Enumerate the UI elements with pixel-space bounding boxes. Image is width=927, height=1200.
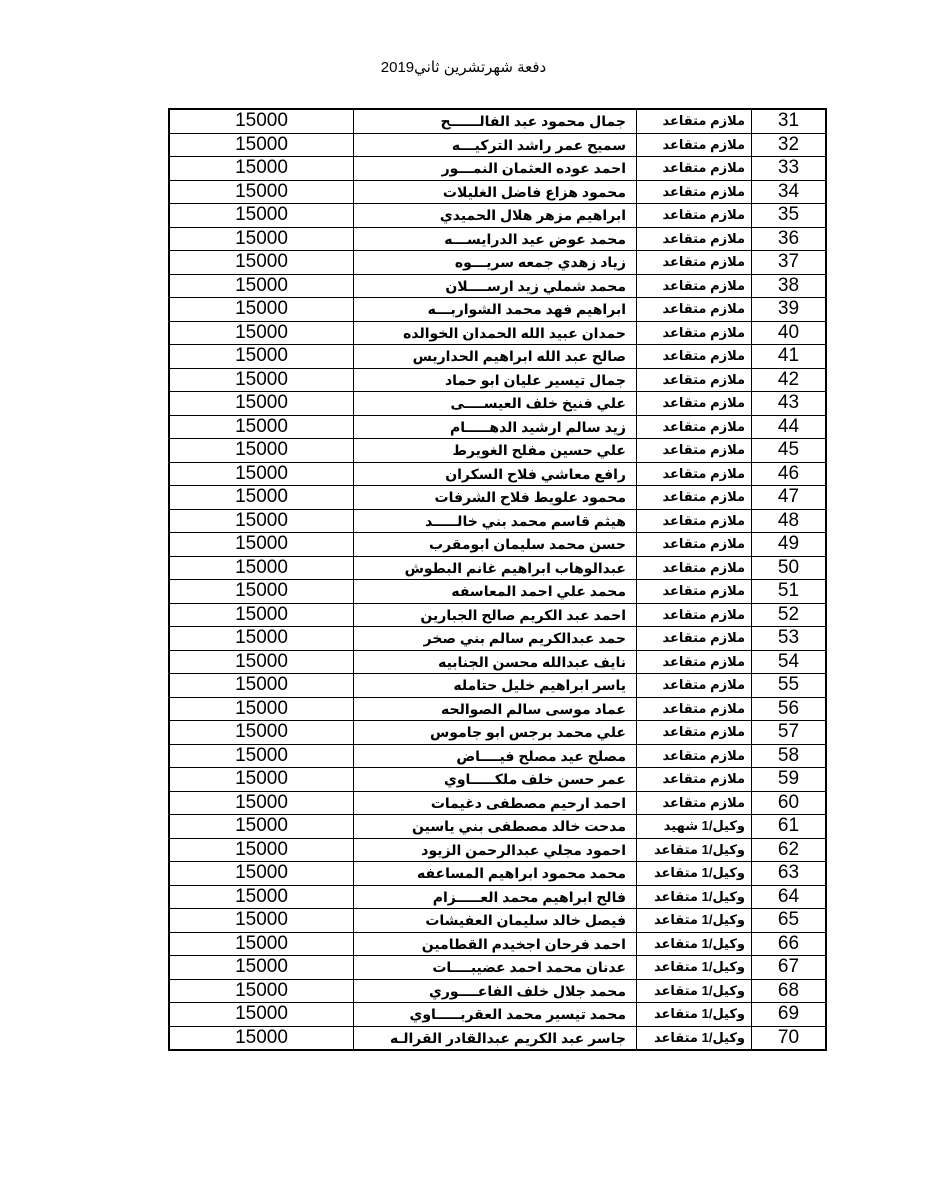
name-cell: جمال محمود عبد الفالــــــح (354, 109, 637, 133)
name-cell: ابراهيم مزهر هلال الحميدي (354, 204, 637, 228)
table-row (169, 274, 826, 298)
row-number-cell: 40 (752, 321, 827, 345)
name-cell: عبدالوهاب ابراهيم غانم البطوش (354, 556, 637, 580)
table-row (169, 744, 826, 768)
rank-cell: ملازم متقاعد (637, 298, 752, 322)
rank-cell: ملازم متقاعد (637, 650, 752, 674)
amount-cell: 15000 (169, 932, 354, 956)
name-cell: جمال تيسير عليان ابو حماد (354, 368, 637, 392)
name-cell: محمد عوض عيد الدرايســـه (354, 227, 637, 251)
rank-cell: وكيل/1 متقاعد (637, 956, 752, 980)
rank-cell: ملازم متقاعد (637, 204, 752, 228)
name-cell: احمد فرحان اجخيدم القطامين (354, 932, 637, 956)
amount-cell: 15000 (169, 462, 354, 486)
row-number-cell: 33 (752, 157, 827, 181)
row-number-cell: 50 (752, 556, 827, 580)
rank-cell: ملازم متقاعد (637, 180, 752, 204)
table-row (169, 509, 826, 533)
table-row (169, 533, 826, 557)
name-cell: صالح عبد الله ابراهيم الحداريس (354, 345, 637, 369)
name-cell: عماد موسى سالم الصوالحه (354, 697, 637, 721)
rank-cell: وكيل/1 شهيد (637, 815, 752, 839)
table-row (169, 392, 826, 416)
table-row (169, 204, 826, 228)
table-row (169, 345, 826, 369)
name-cell: هيثم قاسم محمد بني خالـــــد (354, 509, 637, 533)
rank-cell: ملازم متقاعد (637, 791, 752, 815)
row-number-cell: 48 (752, 509, 827, 533)
rank-cell: ملازم متقاعد (637, 603, 752, 627)
amount-cell: 15000 (169, 791, 354, 815)
table-row (169, 674, 826, 698)
table-row (169, 768, 826, 792)
name-cell: محمد شملي زيد ارســــلان (354, 274, 637, 298)
amount-cell: 15000 (169, 838, 354, 862)
name-cell: حمد عبدالكريم سالم بني صخر (354, 627, 637, 651)
payment-roster-table (168, 108, 827, 1051)
row-number-cell: 61 (752, 815, 827, 839)
row-number-cell: 59 (752, 768, 827, 792)
row-number-cell: 67 (752, 956, 827, 980)
row-number-cell: 64 (752, 885, 827, 909)
amount-cell: 15000 (169, 204, 354, 228)
amount-cell: 15000 (169, 674, 354, 698)
name-cell: زياد زهدي جمعه سريـــوه (354, 251, 637, 275)
amount-cell: 15000 (169, 1026, 354, 1050)
rank-cell: ملازم متقاعد (637, 415, 752, 439)
table-row (169, 932, 826, 956)
amount-cell: 15000 (169, 862, 354, 886)
name-cell: احمد ارحيم مصطفى دغيمات (354, 791, 637, 815)
table-row (169, 462, 826, 486)
row-number-cell: 44 (752, 415, 827, 439)
row-number-cell: 57 (752, 721, 827, 745)
amount-cell: 15000 (169, 486, 354, 510)
amount-cell: 15000 (169, 721, 354, 745)
row-number-cell: 37 (752, 251, 827, 275)
rank-cell: وكيل/1 متقاعد (637, 979, 752, 1003)
table-row (169, 721, 826, 745)
amount-cell: 15000 (169, 415, 354, 439)
name-cell: حمدان عبيد الله الحمدان الخوالده (354, 321, 637, 345)
name-cell: محمد علي احمد المعاسفه (354, 580, 637, 604)
table-row (169, 580, 826, 604)
amount-cell: 15000 (169, 368, 354, 392)
name-cell: احمد عبد الكريم صالح الجبارين (354, 603, 637, 627)
amount-cell: 15000 (169, 274, 354, 298)
rank-cell: ملازم متقاعد (637, 109, 752, 133)
rank-cell: ملازم متقاعد (637, 744, 752, 768)
table-row (169, 885, 826, 909)
name-cell: محمد جلال خلف الفاعــــوري (354, 979, 637, 1003)
row-number-cell: 47 (752, 486, 827, 510)
rank-cell: ملازم متقاعد (637, 227, 752, 251)
row-number-cell: 35 (752, 204, 827, 228)
row-number-cell: 54 (752, 650, 827, 674)
name-cell: احمود مجلي عبدالرحمن الزيود (354, 838, 637, 862)
amount-cell: 15000 (169, 979, 354, 1003)
row-number-cell: 66 (752, 932, 827, 956)
row-number-cell: 53 (752, 627, 827, 651)
name-cell: محمد محمود ابراهيم المساعفه (354, 862, 637, 886)
row-number-cell: 56 (752, 697, 827, 721)
rank-cell: وكيل/1 متقاعد (637, 885, 752, 909)
name-cell: حسن محمد سليمان ابومقرب (354, 533, 637, 557)
row-number-cell: 60 (752, 791, 827, 815)
name-cell: محمد تيسير محمد العقربـــــاوي (354, 1003, 637, 1027)
table-row (169, 251, 826, 275)
row-number-cell: 52 (752, 603, 827, 627)
table-row (169, 697, 826, 721)
table-row (169, 486, 826, 510)
amount-cell: 15000 (169, 697, 354, 721)
row-number-cell: 39 (752, 298, 827, 322)
name-cell: نايف عبدالله محسن الجنابيه (354, 650, 637, 674)
amount-cell: 15000 (169, 298, 354, 322)
amount-cell: 15000 (169, 157, 354, 181)
rank-cell: ملازم متقاعد (637, 439, 752, 463)
table-row (169, 650, 826, 674)
row-number-cell: 45 (752, 439, 827, 463)
table-row (169, 321, 826, 345)
row-number-cell: 38 (752, 274, 827, 298)
table-row (169, 180, 826, 204)
row-number-cell: 55 (752, 674, 827, 698)
table-row (169, 556, 826, 580)
rank-cell: ملازم متقاعد (637, 251, 752, 275)
row-number-cell: 49 (752, 533, 827, 557)
amount-cell: 15000 (169, 580, 354, 604)
rank-cell: ملازم متقاعد (637, 697, 752, 721)
row-number-cell: 36 (752, 227, 827, 251)
rank-cell: ملازم متقاعد (637, 462, 752, 486)
rank-cell: ملازم متقاعد (637, 321, 752, 345)
name-cell: مصلح عيد مصلح فيــــاض (354, 744, 637, 768)
row-number-cell: 46 (752, 462, 827, 486)
amount-cell: 15000 (169, 227, 354, 251)
roster-body (169, 109, 826, 1050)
name-cell: علي فنيخ خلف العيســــى (354, 392, 637, 416)
name-cell: فيصل خالد سليمان العفيشات (354, 909, 637, 933)
amount-cell: 15000 (169, 627, 354, 651)
row-number-cell: 62 (752, 838, 827, 862)
rank-cell: وكيل/1 متقاعد (637, 862, 752, 886)
rank-cell: وكيل/1 متقاعد (637, 1026, 752, 1050)
amount-cell: 15000 (169, 768, 354, 792)
row-number-cell: 69 (752, 1003, 827, 1027)
name-cell: ابراهيم فهد محمد الشواربـــه (354, 298, 637, 322)
rank-cell: ملازم متقاعد (637, 509, 752, 533)
table-row (169, 109, 826, 133)
table-row (169, 956, 826, 980)
row-number-cell: 63 (752, 862, 827, 886)
amount-cell: 15000 (169, 345, 354, 369)
rank-cell: ملازم متقاعد (637, 721, 752, 745)
amount-cell: 15000 (169, 439, 354, 463)
table-row (169, 227, 826, 251)
row-number-cell: 31 (752, 109, 827, 133)
amount-cell: 15000 (169, 109, 354, 133)
rank-cell: ملازم متقاعد (637, 768, 752, 792)
rank-cell: ملازم متقاعد (637, 580, 752, 604)
name-cell: مدحت خالد مصطفى بني ياسين (354, 815, 637, 839)
name-cell: محمود هزاع فاضل الغليلات (354, 180, 637, 204)
name-cell: جاسر عبد الكريم عبدالقادر القرالـه (354, 1026, 637, 1050)
table-row (169, 862, 826, 886)
rank-cell: وكيل/1 متقاعد (637, 932, 752, 956)
table-row (169, 627, 826, 651)
amount-cell: 15000 (169, 133, 354, 157)
name-cell: عمر حسن خلف ملكـــــاوي (354, 768, 637, 792)
table-row (169, 815, 826, 839)
amount-cell: 15000 (169, 744, 354, 768)
row-number-cell: 41 (752, 345, 827, 369)
table-row (169, 1026, 826, 1050)
rank-cell: ملازم متقاعد (637, 157, 752, 181)
amount-cell: 15000 (169, 392, 354, 416)
amount-cell: 15000 (169, 603, 354, 627)
row-number-cell: 32 (752, 133, 827, 157)
row-number-cell: 65 (752, 909, 827, 933)
amount-cell: 15000 (169, 909, 354, 933)
rank-cell: ملازم متقاعد (637, 392, 752, 416)
rank-cell: ملازم متقاعد (637, 345, 752, 369)
row-number-cell: 43 (752, 392, 827, 416)
table-row (169, 157, 826, 181)
name-cell: سميح عمر راشد التركيـــه (354, 133, 637, 157)
name-cell: رافع معاشي فلاح السكران (354, 462, 637, 486)
name-cell: زيد سالم ارشيد الدهـــــام (354, 415, 637, 439)
rank-cell: وكيل/1 متقاعد (637, 838, 752, 862)
table-row (169, 1003, 826, 1027)
rank-cell: ملازم متقاعد (637, 274, 752, 298)
name-cell: ياسر ابراهيم خليل حتامله (354, 674, 637, 698)
row-number-cell: 68 (752, 979, 827, 1003)
rank-cell: وكيل/1 متقاعد (637, 909, 752, 933)
rank-cell: ملازم متقاعد (637, 486, 752, 510)
name-cell: محمود علويط فلاح الشرفات (354, 486, 637, 510)
rank-cell: وكيل/1 متقاعد (637, 1003, 752, 1027)
row-number-cell: 34 (752, 180, 827, 204)
table-row (169, 603, 826, 627)
table-row (169, 368, 826, 392)
row-number-cell: 70 (752, 1026, 827, 1050)
rank-cell: ملازم متقاعد (637, 533, 752, 557)
amount-cell: 15000 (169, 815, 354, 839)
row-number-cell: 51 (752, 580, 827, 604)
row-number-cell: 58 (752, 744, 827, 768)
name-cell: عدنان محمد احمد عضيبــــات (354, 956, 637, 980)
rank-cell: ملازم متقاعد (637, 368, 752, 392)
table-row (169, 838, 826, 862)
rank-cell: ملازم متقاعد (637, 627, 752, 651)
table-row (169, 791, 826, 815)
table-row (169, 133, 826, 157)
amount-cell: 15000 (169, 956, 354, 980)
table-row (169, 909, 826, 933)
amount-cell: 15000 (169, 180, 354, 204)
name-cell: علي حسين مفلح الغويرط (354, 439, 637, 463)
table-row (169, 415, 826, 439)
amount-cell: 15000 (169, 885, 354, 909)
table-row (169, 979, 826, 1003)
amount-cell: 15000 (169, 650, 354, 674)
row-number-cell: 42 (752, 368, 827, 392)
table-row (169, 439, 826, 463)
table-row (169, 298, 826, 322)
rank-cell: ملازم متقاعد (637, 556, 752, 580)
name-cell: احمد عوده العثمان النمـــور (354, 157, 637, 181)
amount-cell: 15000 (169, 509, 354, 533)
name-cell: فالح ابراهيم محمد العـــــزام (354, 885, 637, 909)
amount-cell: 15000 (169, 556, 354, 580)
amount-cell: 15000 (169, 321, 354, 345)
rank-cell: ملازم متقاعد (637, 674, 752, 698)
amount-cell: 15000 (169, 533, 354, 557)
amount-cell: 15000 (169, 251, 354, 275)
name-cell: علي محمد برجس ابو جاموس (354, 721, 637, 745)
page-title: دفعة شهرتشرين ثاني2019 (380, 59, 547, 76)
rank-cell: ملازم متقاعد (637, 133, 752, 157)
amount-cell: 15000 (169, 1003, 354, 1027)
